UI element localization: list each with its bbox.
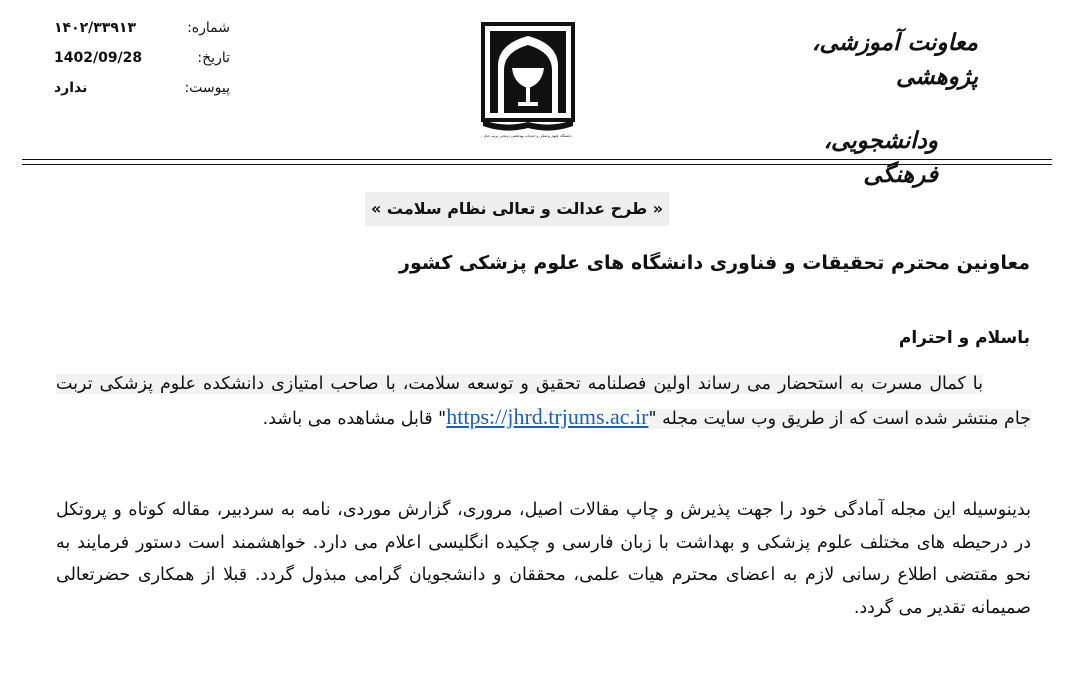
- letter-meta: [40, 20, 230, 110]
- header-rule-top: [22, 159, 1052, 160]
- meta-attachment-label: پیوست:: [184, 80, 230, 96]
- journal-website-link[interactable]: https://jhrd.trjums.ac.ir: [446, 403, 649, 429]
- meta-number-label: شماره:: [187, 20, 230, 36]
- paragraph-1-before-link: با کمال مسرت به استحضار می رساند اولین فصلنامه تحقیق و توسعه سلامت، با صاحب امتیازی دانشکده علوم پزشکی تربت جام منتشر شده است که از طریق وب سایت مجله ": [56, 374, 1031, 429]
- meta-date-value: 1402/09/28: [54, 50, 143, 66]
- body-paragraph-1: [56, 368, 1031, 435]
- body-paragraph-2: بدینوسیله این مجله آمادگی خود را جهت پذیرش و چاپ مقالات اصیل، مروری، گزارش موردی، نامه به سردبیر، مقاله کوتاه و پروتکل در درحیطه های مختلف علوم پزشکی و بهداشت با زبان فارسی و چکیده انگلیسی اعلام می دارد. خواهشمند است دستور فرمایند به نحو مقتضی اطلاع رسانی لازم به اعضای محترم هیات علمی، محققان و دانشجویان گرامی مبذول گردد. قبلا از همکاری حضرتعالی صمیمانه تقدیر می گردد.: [56, 500, 1031, 618]
- addressee: معاونین محترم تحقیقات و فناوری دانشگاه های علوم پزشکی کشور: [399, 252, 1030, 274]
- salutation: باسلام و احترام: [898, 328, 1030, 348]
- meta-number-row: [40, 20, 230, 50]
- meta-attachment-row: [40, 80, 230, 110]
- department-title: [758, 26, 978, 192]
- paragraph-1-after-link: " قابل مشاهده می باشد.: [262, 408, 447, 429]
- header-rule-bottom: [22, 164, 1052, 165]
- university-logo-icon: [478, 18, 578, 146]
- meta-date-row: [40, 50, 230, 80]
- university-logo: [478, 18, 578, 146]
- campaign-title: « طرح عدالت و تعالی نظام سلامت »: [365, 192, 669, 226]
- department-line-2: ودانشجویی، فرهنگی: [823, 127, 938, 188]
- meta-number-value: ۱۴۰۲/۳۳۹۱۳: [54, 20, 137, 36]
- logo-caption: دانشگاه علوم پزشکی و خدمات بهداشتی درمانی تربت جام: [484, 134, 572, 138]
- meta-date-label: تاریخ:: [197, 50, 230, 66]
- department-line-1: معاونت آموزشی، پژوهشی: [811, 29, 978, 90]
- meta-attachment-value: ندارد: [54, 80, 88, 96]
